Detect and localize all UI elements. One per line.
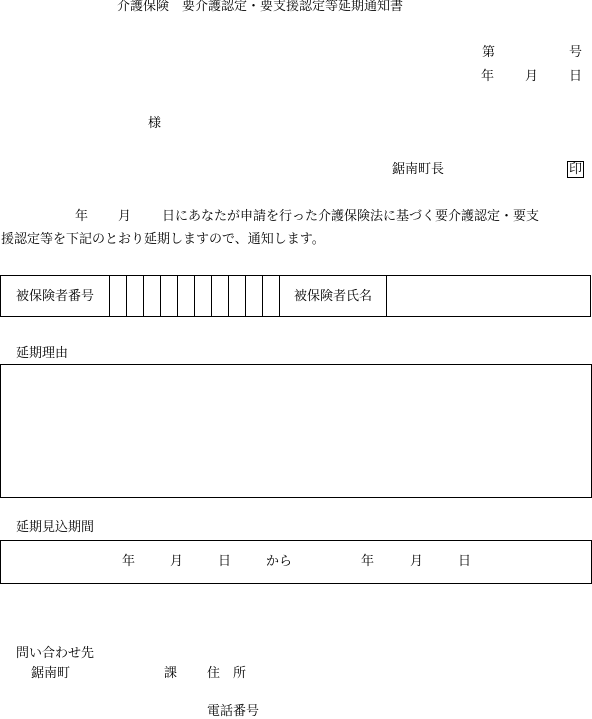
contact-phone-label: 電話番号 bbox=[207, 704, 260, 719]
insured-number-digit-box[interactable] bbox=[127, 276, 144, 317]
document-title: 介護保険 要介護認定・要支援認定等延期通知書 bbox=[117, 0, 404, 14]
period-to-year: 年 bbox=[361, 554, 375, 569]
period-from-year: 年 bbox=[122, 554, 136, 569]
delay-reason-label: 延期理由 bbox=[16, 346, 69, 361]
period-to-day: 日 bbox=[458, 554, 472, 569]
number-suffix: 号 bbox=[569, 45, 583, 60]
insured-name-label: 被保険者氏名 bbox=[280, 276, 387, 317]
issue-date-year: 年 bbox=[481, 69, 495, 84]
number-prefix: 第 bbox=[482, 45, 496, 60]
insured-number-digit-box[interactable] bbox=[178, 276, 195, 317]
seal-mark: 印 bbox=[569, 162, 583, 177]
body-line-1: 日にあなたが申請を行った介護保険法に基づく要介護認定・要支 bbox=[162, 209, 540, 224]
body-line-2: 援認定等を下記のとおり延期しますので、通知します。 bbox=[1, 232, 325, 247]
body-year: 年 bbox=[75, 209, 89, 224]
insured-number-label: 被保険者番号 bbox=[1, 276, 110, 317]
contact-section: 課 bbox=[164, 666, 178, 681]
contact-address-label: 住 所 bbox=[207, 666, 247, 681]
period-from-day: 日 bbox=[218, 554, 232, 569]
delay-period-label: 延期見込期間 bbox=[16, 520, 95, 535]
contact-label: 問い合わせ先 bbox=[16, 646, 95, 661]
insured-number-digit-box[interactable] bbox=[195, 276, 212, 317]
delay-reason-box[interactable] bbox=[0, 364, 592, 498]
period-from-kara: から bbox=[266, 554, 293, 569]
insured-number-digit-box[interactable] bbox=[263, 276, 280, 317]
insured-number-digit-box[interactable] bbox=[212, 276, 229, 317]
period-to-month: 月 bbox=[410, 554, 424, 569]
contact-town: 鋸南町 bbox=[31, 666, 71, 681]
issue-date-day: 日 bbox=[569, 69, 583, 84]
issuer-name: 鋸南町長 bbox=[392, 162, 445, 177]
addressee-suffix: 様 bbox=[148, 116, 162, 131]
insured-name-field[interactable] bbox=[387, 276, 591, 317]
insured-number-digit-box[interactable] bbox=[229, 276, 246, 317]
period-from-month: 月 bbox=[170, 554, 184, 569]
delay-period-box[interactable] bbox=[0, 540, 592, 584]
body-month: 月 bbox=[118, 209, 132, 224]
insured-number-digit-box[interactable] bbox=[161, 276, 178, 317]
insured-number-digit-box[interactable] bbox=[110, 276, 127, 317]
insured-row bbox=[1, 276, 591, 317]
insured-number-digit-box[interactable] bbox=[144, 276, 161, 317]
issue-date-month: 月 bbox=[525, 69, 539, 84]
insured-number-digit-box[interactable] bbox=[246, 276, 263, 317]
insured-table bbox=[0, 275, 591, 317]
